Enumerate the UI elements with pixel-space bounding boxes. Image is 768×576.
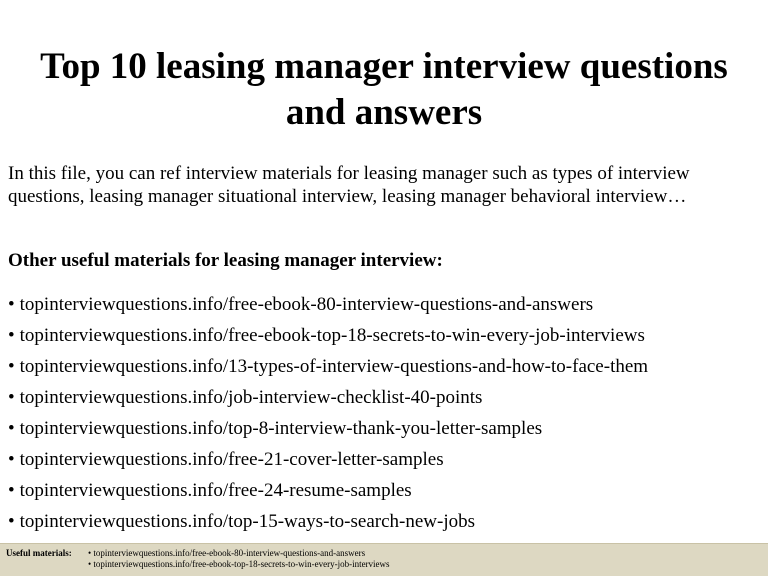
slide-title — [0, 44, 768, 136]
footer-list — [88, 548, 390, 570]
list-item[interactable] — [8, 351, 648, 382]
bullet-icon: • — [8, 325, 15, 346]
link-text[interactable]: topinterviewquestions.info/top-15-ways-to-search-new-jobs — [19, 511, 476, 532]
bullet-icon: • — [8, 294, 15, 315]
link-text[interactable]: topinterviewquestions.info/free-ebook-80-interview-questions-and-answers — [19, 294, 594, 315]
materials-list — [8, 289, 648, 537]
link-text[interactable]: topinterviewquestions.info/free-24-resume-samples — [19, 480, 412, 501]
bullet-icon: • — [8, 418, 15, 439]
slide-title-line-1: Top 10 leasing manager interview questions — [40, 46, 728, 87]
materials-heading: Other useful materials for leasing manager interview: — [8, 250, 443, 271]
list-item[interactable] — [8, 475, 648, 506]
intro-paragraph: In this file, you can ref interview materials for leasing manager such as types of interview questions, leasing manager situational interview, leasing manager behavioral interview… — [8, 163, 690, 207]
bullet-icon: • — [8, 511, 15, 532]
list-item[interactable] — [8, 444, 648, 475]
bullet-icon: • — [8, 356, 15, 377]
footer-label — [6, 548, 72, 559]
list-item[interactable] — [8, 506, 648, 537]
slide-title-line-2: and answers — [285, 92, 483, 133]
bullet-icon: • — [8, 480, 15, 501]
link-text[interactable]: topinterviewquestions.info/top-8-interview-thank-you-letter-samples — [19, 418, 543, 439]
link-text[interactable]: topinterviewquestions.info/job-interview-checklist-40-points — [19, 387, 483, 408]
list-item[interactable] — [8, 382, 648, 413]
bullet-icon: • — [8, 449, 15, 470]
link-text[interactable]: topinterviewquestions.info/13-types-of-interview-questions-and-how-to-face-them — [19, 356, 649, 377]
footer-label-separator: : — [68, 548, 72, 558]
link-text[interactable]: topinterviewquestions.info/free-ebook-top-18-secrets-to-win-every-job-interviews — [19, 325, 645, 346]
footer-label-text: Useful materials — [6, 548, 69, 558]
list-item[interactable] — [8, 320, 648, 351]
list-item[interactable] — [8, 413, 648, 444]
footer-link[interactable]: • topinterviewquestions.info/free-ebook-top-18-secrets-to-win-every-job-interviews — [88, 559, 390, 569]
list-item[interactable] — [8, 289, 648, 320]
footer-band — [0, 543, 768, 576]
footer-link[interactable]: • topinterviewquestions.info/free-ebook-80-interview-questions-and-answers — [88, 548, 366, 558]
link-text[interactable]: topinterviewquestions.info/free-21-cover-letter-samples — [19, 449, 444, 470]
bullet-icon: • — [8, 387, 15, 408]
